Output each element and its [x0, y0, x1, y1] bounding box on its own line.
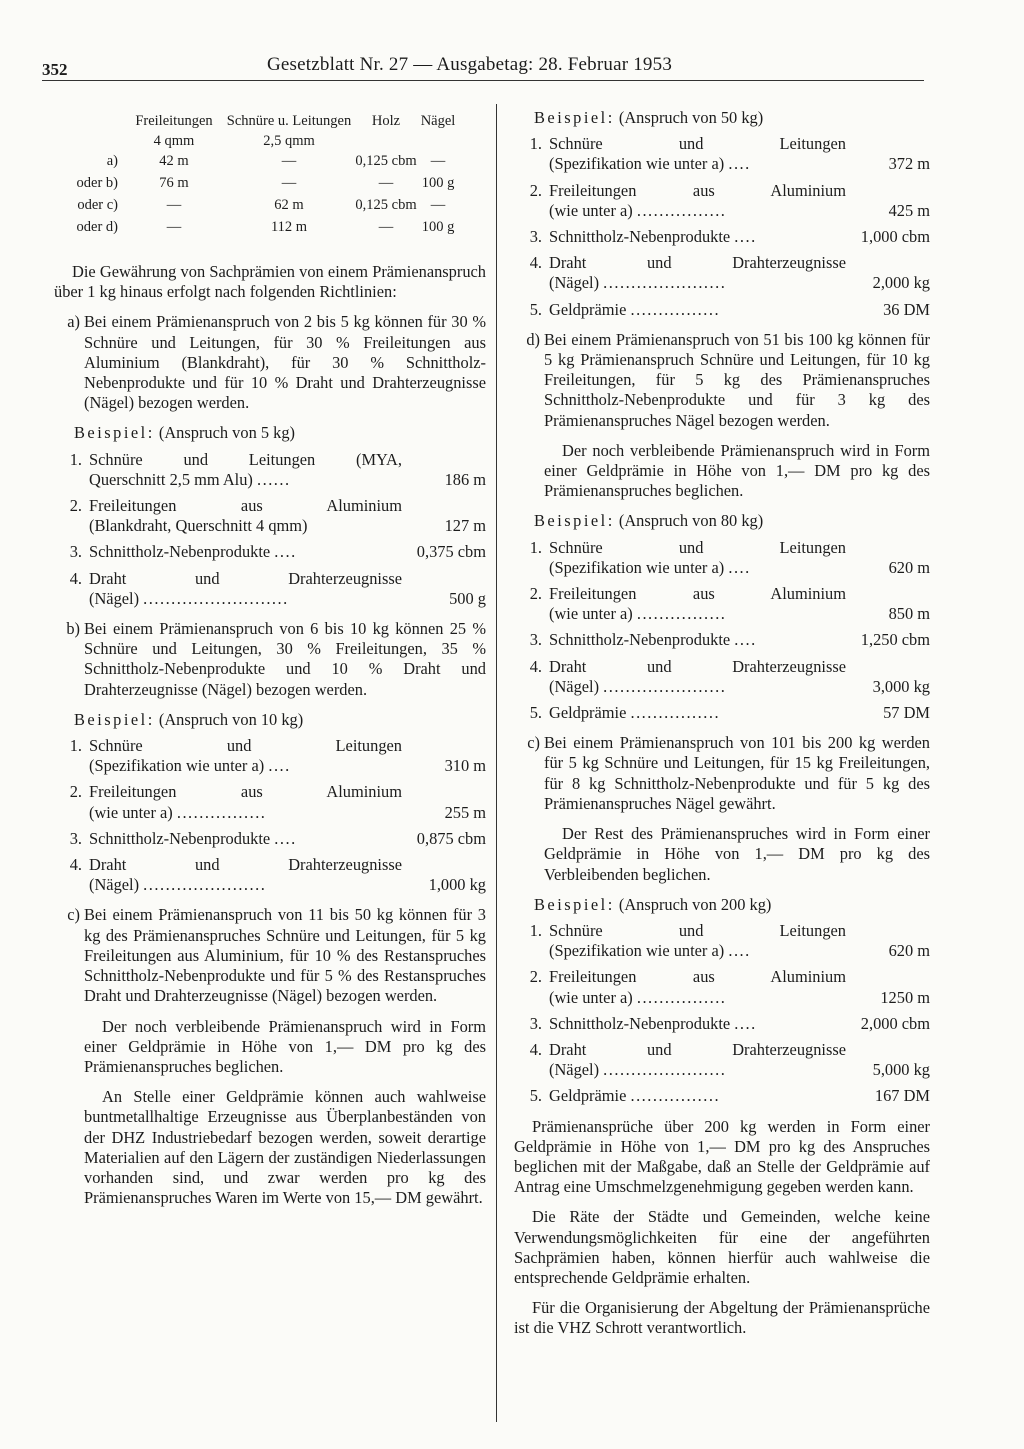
item-number: 1. [529, 134, 542, 154]
item-value: 620 m [888, 557, 930, 577]
example-item [514, 300, 930, 320]
item-description [89, 542, 402, 562]
clause-a [54, 312, 486, 413]
item-number: 2. [69, 496, 82, 516]
item-description [89, 855, 402, 895]
item-number: 1. [529, 537, 542, 557]
paragraph: Der noch verbleibende Prämienanspruch wird in Form einer Geldprämie in Höhe von 1,— DM pro kg des Prämienanspruches beglichen. [544, 440, 930, 501]
running-head: Gesetzblatt Nr. 27 — Ausgabetag: 28. Februar 1953 [267, 54, 673, 75]
leader-dots: .... [728, 941, 751, 961]
example-title: Beispiel: (Anspruch von 5 kg) [74, 423, 296, 443]
item-description [89, 496, 402, 536]
item-number: 1. [69, 449, 82, 469]
item-description [549, 584, 846, 624]
clause-marker: a) [67, 312, 80, 332]
example-item [514, 967, 930, 1007]
example-item [514, 703, 930, 723]
item-description [89, 829, 402, 849]
item-line: Draht und Drahterzeugnisse [89, 568, 402, 588]
table-row [58, 194, 458, 216]
table-cell: 76 m [159, 175, 189, 191]
item-line: (Nägel) [89, 588, 140, 608]
clause-marker: d) [526, 329, 540, 349]
clause-marker: c) [527, 733, 540, 753]
item-line: Geldprämie [549, 1086, 627, 1106]
paragraph: An Stelle einer Geldprämie können auch wahlweise buntmetallhaltige Erzeugnisse aus Überplanbeständen von der DHZ Industriebedarf bezogen werden, soweit derartige Materialien auf den Lägern der zuständigen Niederlassungen vorhanden sind, und zwar werden pro kg des Prämienanspruches Waren im Werte von 15,— DM gewährt. [84, 1087, 486, 1208]
item-line: (wie unter a) [89, 802, 173, 822]
item-description [549, 538, 846, 578]
table-cell: 62 m [274, 197, 304, 213]
item-number: 5. [529, 299, 542, 319]
item-value: 372 m [888, 154, 930, 174]
example-item [514, 630, 930, 650]
item-number: 5. [529, 1086, 542, 1106]
clause-b [54, 619, 486, 700]
leader-dots: .... [728, 557, 751, 577]
table-cell: — [281, 153, 297, 169]
item-line: (Spezifikation wie unter a) [549, 941, 725, 961]
item-description [549, 134, 846, 174]
item-line: (Spezifikation wie unter a) [549, 154, 725, 174]
item-line: Schnüre und Leitungen [549, 920, 846, 940]
item-line: Freileitungen aus Aluminium [549, 967, 846, 987]
example-item [514, 134, 930, 174]
example-list [514, 134, 930, 320]
page-number: 352 [42, 60, 68, 79]
table-cell: 42 m [159, 153, 189, 169]
item-line: Draht und Drahterzeugnisse [549, 1039, 846, 1059]
item-value: 1250 m [880, 987, 930, 1007]
example-item [514, 1014, 930, 1034]
item-line: (wie unter a) [549, 604, 633, 624]
paragraph: Prämienansprüche über 200 kg werden in Form einer Geldprämie in Höhe von 1,— DM pro kg des Anspruches beglichen mit der Maßgabe, daß an Stelle der Geldprämie auf Antrag eine Umschmelzgenehmigung gegeben werden kann. [514, 1116, 930, 1197]
example-item [54, 496, 486, 536]
item-line: Schnüre und Leitungen (MYA, [89, 449, 402, 469]
row-label: oder d) [76, 219, 118, 235]
example-item [514, 538, 930, 578]
example-list [54, 450, 486, 609]
item-value: 620 m [888, 941, 930, 961]
leader-dots: ................ [636, 604, 727, 624]
clause-text: Bei einem Prämienanspruch von 101 bis 200 kg werden für 5 kg Schnüre und Leitungen, für 15 kg Freileitungen, für 8 kg Schnittholz-Nebenprodukte und für 5 kg des Prämienanspruches Nägel gewährt. [544, 733, 930, 813]
intro-paragraph: Die Gewährung von Sachprämien von einem Prämienanspruch über 1 kg hinaus erfolgt nach folgenden Richtlinien: [54, 262, 486, 302]
table-cell: — [430, 153, 446, 169]
item-description [549, 300, 846, 320]
leader-dots: ...................... [603, 676, 727, 696]
example-item [514, 253, 930, 293]
item-value: 1,000 kg [428, 875, 486, 895]
item-description [549, 1040, 846, 1080]
paragraph: Der Rest des Prämienanspruches wird in Form einer Geldprämie in Höhe von 1,— DM pro kg des Verbleibenden beglichen. [544, 824, 930, 884]
item-number: 2. [529, 967, 542, 987]
leader-dots: .... [274, 542, 297, 562]
item-description [549, 253, 846, 293]
paragraph: Der noch verbleibende Prämienanspruch wird in Form einer Geldprämie in Höhe von 1,— DM pro kg des Prämienanspruches beglichen. [84, 1016, 486, 1076]
item-value: 0,875 cbm [416, 828, 486, 848]
table-cell: — [166, 197, 182, 213]
item-value: 310 m [444, 756, 486, 776]
clause-text: Bei einem Prämienanspruch von 6 bis 10 kg können 25 % Schnüre und Leitungen, 30 % Freileitungen, 35 % Schnittholz-Nebenprodukte und 10 % Draht und Drahterzeugnisse (Nägel) bezogen werden. [84, 619, 486, 699]
item-number: 2. [529, 584, 542, 604]
item-line: Draht und Drahterzeugnisse [89, 855, 402, 875]
example-item [514, 584, 930, 624]
table-header: Nägel [420, 113, 456, 129]
item-number: 4. [69, 568, 82, 588]
clause-marker: b) [66, 619, 80, 639]
leader-dots: .... [734, 630, 757, 650]
item-value: 167 DM [874, 1086, 930, 1106]
item-description [549, 1014, 846, 1034]
item-line: (Spezifikation wie unter a) [549, 557, 725, 577]
item-line: Schnittholz-Nebenprodukte [549, 227, 731, 247]
item-number: 4. [529, 253, 542, 273]
item-line: Schnittholz-Nebenprodukte [89, 542, 271, 562]
item-line: Draht und Drahterzeugnisse [549, 253, 846, 273]
table-cell: 100 g [421, 219, 455, 235]
example-item [54, 782, 486, 822]
table-row [58, 172, 458, 194]
item-description [549, 703, 846, 723]
clause-d [514, 330, 930, 431]
table-header: Holz [371, 113, 401, 129]
item-value: 425 m [888, 200, 930, 220]
table-header: Schnüre u. Leitungen [226, 113, 352, 129]
item-description [549, 227, 846, 247]
item-number: 3. [529, 630, 542, 650]
item-line: (wie unter a) [549, 987, 633, 1007]
example-title: Beispiel: (Anspruch von 10 kg) [74, 709, 304, 729]
item-line: Freileitungen aus Aluminium [549, 180, 846, 200]
leader-dots: ...................... [603, 1060, 727, 1080]
item-value: 0,375 cbm [416, 542, 486, 562]
example-item [54, 855, 486, 895]
paragraph: Für die Organisierung der Abgeltung der Prämienansprüche ist die VHZ Schrott verantwortlich. [514, 1298, 930, 1338]
example-title: Beispiel: (Anspruch von 50 kg) [534, 108, 764, 127]
table-cell: 0,125 cbm [355, 197, 417, 213]
leader-dots: ...................... [603, 273, 727, 293]
example-item [514, 657, 930, 697]
item-description [89, 782, 402, 822]
item-line: Geldprämie [549, 703, 627, 723]
row-label: a) [106, 153, 118, 169]
item-value: 500 g [449, 588, 486, 608]
item-line: Schnüre und Leitungen [549, 134, 846, 154]
leader-dots: .... [728, 154, 751, 174]
example-item [514, 181, 930, 221]
item-line: (Blankdraht, Querschnitt 4 qmm) [89, 516, 308, 536]
item-number: 3. [529, 1013, 542, 1033]
leader-dots: ................ [630, 703, 721, 723]
item-description [89, 569, 402, 609]
leader-dots: .... [734, 1013, 757, 1033]
item-description [549, 921, 846, 961]
item-line: Freileitungen aus Aluminium [89, 496, 402, 516]
item-number: 4. [529, 656, 542, 676]
item-line: (Nägel) [549, 273, 600, 293]
item-description [549, 630, 846, 650]
table-row [58, 216, 458, 238]
item-line: (Nägel) [89, 875, 140, 895]
leader-dots: ...................... [143, 875, 267, 895]
item-number: 4. [69, 855, 82, 875]
table-row [58, 150, 458, 172]
example-item [514, 1086, 930, 1106]
item-description [89, 736, 402, 776]
clause-c [54, 905, 486, 1006]
item-number: 1. [69, 736, 82, 756]
example-list [514, 538, 930, 724]
leader-dots: .... [734, 227, 757, 247]
example-list [54, 736, 486, 895]
leader-dots: .... [274, 828, 297, 848]
header-rule [42, 80, 924, 81]
item-value: 255 m [444, 802, 486, 822]
item-description [89, 450, 402, 490]
item-line: Schnittholz-Nebenprodukte [89, 828, 271, 848]
item-line: (Nägel) [549, 676, 600, 696]
table-subheader: 4 qmm [153, 133, 195, 149]
clause-marker: c) [67, 905, 80, 925]
leader-dots: ................ [636, 200, 727, 220]
table-cell: — [378, 175, 394, 191]
item-line: (wie unter a) [549, 200, 633, 220]
example-item [54, 829, 486, 849]
item-line: Freileitungen aus Aluminium [549, 584, 846, 604]
leader-dots: ................ [176, 802, 267, 822]
example-title: Beispiel: (Anspruch von 80 kg) [534, 511, 764, 531]
item-description [549, 967, 846, 1007]
clause-text: Bei einem Prämienanspruch von 11 bis 50 kg können für 3 kg des Prämienanspruches Schnüre und Leitungen, für 5 kg Freileitungen aus Aluminium, für 10 % des Restanspruches Schnittholz-Nebenprodukte und für 5 % des Restanspruches Draht und Drahterzeugnisse (Nägel) bezogen werden. [84, 905, 486, 1006]
item-number: 2. [529, 180, 542, 200]
leader-dots: ................ [630, 1086, 721, 1106]
table-cell: 100 g [421, 175, 455, 191]
item-description [549, 181, 846, 221]
table-cell: — [166, 219, 182, 235]
paragraph: Die Räte der Städte und Gemeinden, welche keine Verwendungsmöglichkeiten für eine der angeführten Sachprämien haben, können hierfür auch wahlweise die entsprechende Geldprämie erhalten. [514, 1207, 930, 1287]
leader-dots: ...... [257, 469, 291, 489]
leader-dots: ................ [636, 987, 727, 1007]
item-line: Schnittholz-Nebenprodukte [549, 1013, 731, 1033]
item-value: 2,000 kg [872, 273, 930, 293]
table-header: Freileitungen [135, 113, 213, 129]
column-divider [496, 104, 497, 1422]
item-value: 57 DM [883, 703, 930, 723]
clause-text: Bei einem Prämienanspruch von 2 bis 5 kg können für 30 % Schnüre und Leitungen, für 30 % Freileitungen aus Aluminium (Blankdraht), für 30 % Schnittholz-Nebenprodukte und für 10 % Draht und Drahterzeugnisse (Nägel) bezogen werden. [84, 312, 486, 413]
left-column [54, 110, 486, 1208]
item-number: 3. [69, 542, 82, 562]
row-label: oder c) [77, 197, 118, 213]
item-number: 5. [529, 703, 542, 723]
leader-dots: .......................... [143, 588, 289, 608]
example-item [54, 542, 486, 562]
example-item [54, 569, 486, 609]
example-item [54, 736, 486, 776]
leader-dots: ................ [630, 299, 721, 319]
example-item [514, 227, 930, 247]
item-number: 3. [69, 828, 82, 848]
clause-text: Bei einem Prämienanspruch von 51 bis 100 kg können für 5 kg Prämienanspruch Schnüre und Leitungen, für 10 kg Freileitungen, für 5 kg des Prämienanspruches Schnittholz-Nebenprodukte und für 3 kg des Prämienanspruches Nägel bezogen werden. [544, 329, 930, 430]
item-number: 3. [529, 227, 542, 247]
table-cell: 112 m [270, 219, 308, 235]
example-item [54, 450, 486, 490]
table-subheader: 2,5 qmm [263, 133, 315, 149]
item-value: 186 m [444, 469, 486, 489]
item-description [549, 657, 846, 697]
item-line: Geldprämie [549, 299, 627, 319]
item-value: 3,000 kg [872, 676, 930, 696]
item-value: 850 m [888, 604, 930, 624]
table-cell: — [430, 197, 446, 213]
clause-c-second [514, 733, 930, 814]
allocation-table [58, 110, 458, 238]
leader-dots: .... [268, 756, 291, 776]
table-cell: — [281, 175, 297, 191]
item-line: Freileitungen aus Aluminium [89, 782, 402, 802]
item-value: 1,250 cbm [860, 630, 930, 650]
example-item [514, 1040, 930, 1080]
item-line: Schnüre und Leitungen [89, 736, 402, 756]
item-line: Schnüre und Leitungen [549, 537, 846, 557]
example-title: Beispiel: (Anspruch von 200 kg) [534, 894, 772, 914]
example-item [514, 921, 930, 961]
right-column [514, 104, 930, 1339]
item-value: 1,000 cbm [860, 227, 930, 247]
row-label: oder b) [76, 175, 118, 191]
item-line: Draht und Drahterzeugnisse [549, 656, 846, 676]
item-line: (Nägel) [549, 1060, 600, 1080]
table-cell: — [378, 219, 394, 235]
item-number: 2. [69, 782, 82, 802]
item-value: 127 m [444, 516, 486, 536]
item-number: 1. [529, 920, 542, 940]
item-line: Schnittholz-Nebenprodukte [549, 630, 731, 650]
item-value: 36 DM [883, 299, 930, 319]
example-list [514, 921, 930, 1107]
item-number: 4. [529, 1039, 542, 1059]
item-description [549, 1086, 846, 1106]
item-line: (Spezifikation wie unter a) [89, 756, 265, 776]
item-value: 5,000 kg [872, 1060, 930, 1080]
item-value: 2,000 cbm [860, 1013, 930, 1033]
item-line: Querschnitt 2,5 mm Alu) [89, 469, 253, 489]
table-cell: 0,125 cbm [355, 153, 417, 169]
